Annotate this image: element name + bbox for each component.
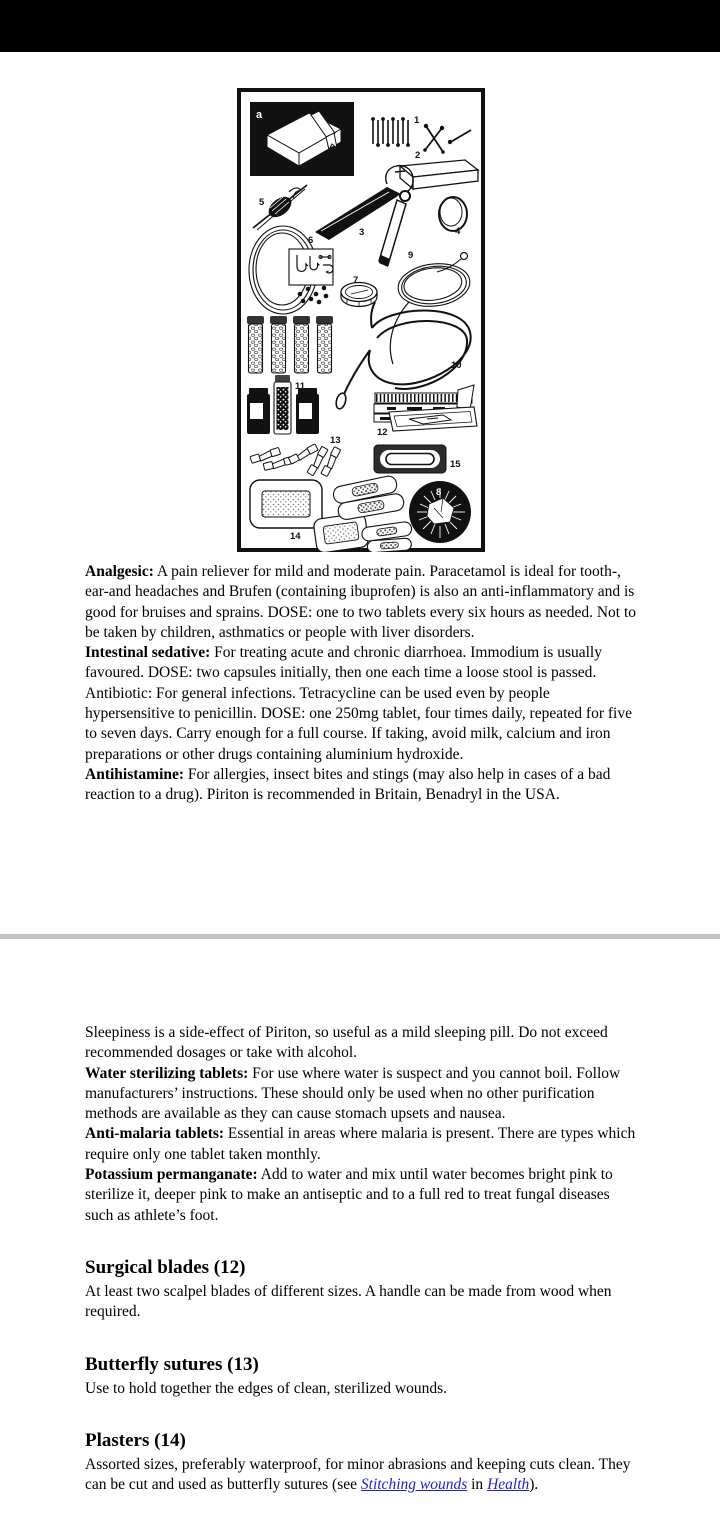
paragraph-body: For use where water is suspect and you cannot boil. Follow manufacturers’ instructions. These should only be used when no other purification methods are available as they can cause stomach upsets and nausea. [85,1064,621,1123]
paragraph-intestinal-sedative [85,643,641,765]
figure-label-11: 11 [295,381,306,392]
figure-label-9: 9 [408,250,414,261]
section-heading: Butterfly sutures (13) [85,1353,259,1375]
section-heading: Plasters (14) [85,1429,186,1451]
section-heading: Surgical blades (12) [85,1256,246,1278]
paragraph-body: For treating acute and chronic diarrhoea. Immodium is usually favoured. DOSE: two capsules initially, then one each time a loose stool is passed. Antibiotic: For general infections. Tetracycline can be used even by people hypersensitive to penicillin. DOSE: one 250mg tablet, four times daily, repeated for five to seven days. Carry enough for a full course. If taking, avoid milk, calcium and iron preparations or other drugs containing aluminium hydroxide. [85,644,632,763]
survival-kit-figure [237,88,485,552]
figure-label-15: 15 [450,459,461,470]
paragraph-lead: Analgesic: [85,563,154,580]
paragraph-lead: Water sterilizing tablets: [85,1064,249,1082]
paragraph-lead: Anti-malaria tablets: [85,1125,225,1143]
link-health[interactable]: Health [487,1476,530,1494]
figure-label-5: 5 [259,197,265,208]
paragraph-sleepiness [85,1023,641,1064]
figure-label-6: 6 [308,235,314,246]
page1-text [85,562,641,806]
figure-label-2: 2 [415,150,421,161]
paragraph-water-sterilizing [85,1064,641,1125]
paragraph-potassium-permanganate [85,1165,641,1226]
section-body-text: Assorted sizes, preferably waterproof, for minor abrasions and keeping cuts clean. They can be cut and used as butterfly sutures (see [85,1455,631,1494]
section-butterfly-sutures [85,1353,641,1399]
page-divider [0,934,720,939]
figure-label-3: 3 [359,227,365,238]
section-body-text: in [467,1476,488,1494]
status-bar [0,0,720,52]
section-body: Use to hold together the edges of clean, sterilized wounds. [85,1379,447,1397]
figure-label-14: 14 [290,531,301,542]
paragraph-lead: Antihistamine: [85,765,185,783]
figure-label-10: 10 [451,360,462,371]
figure-label-12: 12 [377,427,388,438]
paragraph-body: For allergies, insect bites and stings (may also help in cases of a bad reaction to a drug). Piriton is recommended in Britain, Benadryl in the USA. [85,765,611,804]
figure-label-a: a [256,109,263,121]
paragraph-body: A pain reliever for mild and moderate pain. Paracetamol is ideal for tooth-, ear-and headaches and Brufen (containing ibuprofen) is also an anti-inflammatory and is good for bruises and sprains. DOSE: one to two tablets every six hours as needed. Not to be taken by children, asthmatics or people with liver disorders. [85,563,637,641]
figure-label-7: 7 [353,275,359,286]
figure-label-4: 4 [455,226,461,237]
figure-label-13: 13 [330,435,341,446]
paragraph-body: Add to water and mix until water becomes bright pink to sterilize it, deeper pink to make an antiseptic and to a full red to treat fungal diseases such as athlete’s foot. [85,1166,613,1224]
survival-kit-drawing [237,88,485,552]
paragraph-anti-malaria [85,1124,641,1165]
page2-text [85,1023,641,1495]
figure-label-8: 8 [436,487,442,498]
section-body-text: ). [529,1476,539,1494]
section-body [85,1455,641,1496]
paragraph-lead: Intestinal sedative: [85,644,211,662]
paragraph-body: Sleepiness is a side-effect of Piriton, so useful as a mild sleeping pill. Do not exceed recommended dosages or take with alcohol. [85,1024,608,1062]
section-plasters [85,1429,641,1496]
paragraph-body: Essential in areas where malaria is present. There are types which require only one tablet taken monthly. [85,1125,636,1163]
paragraph-lead: Potassium permanganate: [85,1166,258,1184]
section-body: At least two scalpel blades of different sizes. A handle can be made from wood when required. [85,1282,612,1321]
link-stitching-wounds[interactable]: Stitching wounds [360,1476,468,1494]
figure-label-1: 1 [414,115,420,126]
paragraph-antihistamine [85,765,641,806]
section-surgical-blades [85,1256,641,1323]
paragraph-analgesic [85,562,641,643]
